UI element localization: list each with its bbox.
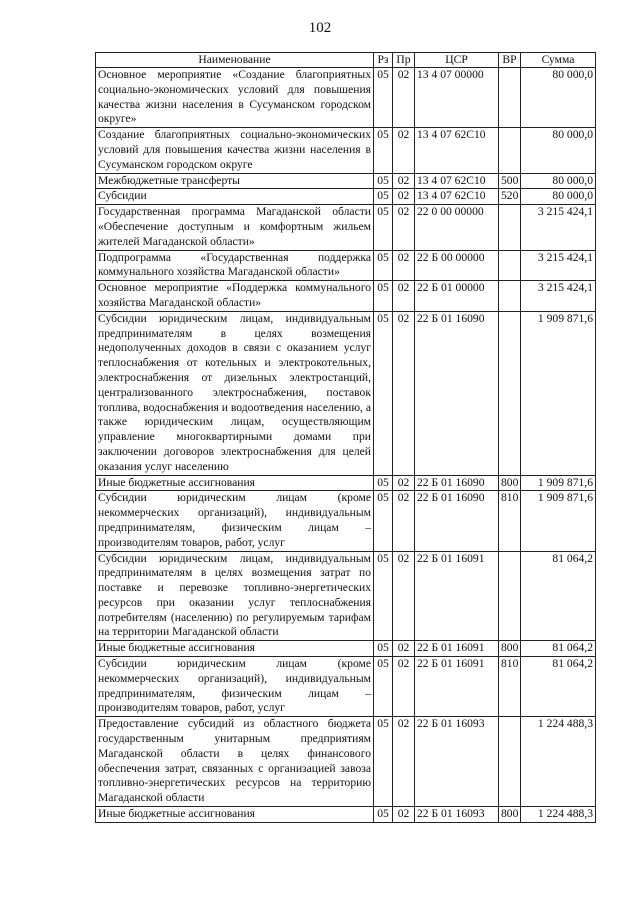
row-rz: 05 [374,173,393,189]
row-name: Субсидии юридическим лицам (кроме некоммерческих организаций), индивидуальным предпринимателям, физическим лицам – производителям товаров, работ, услуг [96,491,374,551]
row-csr: 22 Б 00 00000 [415,250,499,281]
row-name: Субсидии юридическим лицам (кроме некоммерческих организаций), индивидуальным предпринимателям, физическим лицам – производителям товаров, работ, услуг [96,657,374,717]
row-vr [499,128,521,173]
row-csr: 13 4 07 00000 [415,68,499,128]
row-name: Иные бюджетные ассигнования [96,475,374,491]
table-row [96,250,596,281]
row-pr: 02 [393,189,415,205]
row-pr: 02 [393,475,415,491]
row-pr: 02 [393,68,415,128]
row-name: Основное мероприятие «Поддержка коммунального хозяйства Магаданской области» [96,281,374,312]
row-pr: 02 [393,311,415,475]
row-name: Субсидии юридическим лицам, индивидуальным предпринимателям в целях возмещения затрат по поставке и перевозке топливно-энергетических ресурсов при оказании услуг теплоснабжения потребителям (населению) по регулируемым тарифам на территории Магаданской области [96,551,374,641]
row-sum: 3 215 424,1 [521,205,596,250]
row-csr: 22 Б 01 16091 [415,641,499,657]
row-vr [499,281,521,312]
row-pr: 02 [393,551,415,641]
row-csr: 22 Б 01 16093 [415,807,499,823]
table-row [96,475,596,491]
header-csr: ЦСР [415,53,499,68]
table-row [96,173,596,189]
row-sum: 81 064,2 [521,641,596,657]
row-csr: 22 Б 01 16090 [415,475,499,491]
row-csr: 22 Б 01 16093 [415,717,499,807]
row-rz: 05 [374,311,393,475]
table-row [96,491,596,551]
row-name: Межбюджетные трансферты [96,173,374,189]
page-number: 102 [308,20,332,36]
header-rz: Рз [374,53,393,68]
row-sum: 81 064,2 [521,551,596,641]
row-vr [499,68,521,128]
row-name: Иные бюджетные ассигнования [96,641,374,657]
row-rz: 05 [374,68,393,128]
budget-table [95,52,596,823]
row-pr: 02 [393,657,415,717]
row-rz: 05 [374,475,393,491]
row-name: Субсидии [96,189,374,205]
row-rz: 05 [374,551,393,641]
row-rz: 05 [374,128,393,173]
row-pr: 02 [393,807,415,823]
row-rz: 05 [374,250,393,281]
table-row [96,281,596,312]
header-pr: Пр [393,53,415,68]
row-name: Основное мероприятие «Создание благоприятных социально-экономических условий для повышения качества жизни населения в Сусуманском городском округе» [96,68,374,128]
table-row [96,717,596,807]
row-vr: 810 [499,657,521,717]
row-vr: 520 [499,189,521,205]
row-sum: 81 064,2 [521,657,596,717]
header-sum: Сумма [521,53,596,68]
table-row [96,641,596,657]
row-pr: 02 [393,250,415,281]
row-rz: 05 [374,281,393,312]
row-sum: 1 224 488,3 [521,717,596,807]
row-sum: 3 215 424,1 [521,281,596,312]
row-sum: 80 000,0 [521,189,596,205]
row-vr: 800 [499,807,521,823]
row-rz: 05 [374,807,393,823]
row-sum: 1 909 871,6 [521,475,596,491]
table-row [96,657,596,717]
row-csr: 13 4 07 62C10 [415,189,499,205]
row-rz: 05 [374,641,393,657]
row-csr: 22 Б 01 16091 [415,657,499,717]
row-rz: 05 [374,717,393,807]
row-rz: 05 [374,491,393,551]
table-row [96,807,596,823]
table-header-row [96,53,596,68]
row-vr: 800 [499,475,521,491]
row-sum: 1 224 488,3 [521,807,596,823]
row-pr: 02 [393,173,415,189]
header-name: Наименование [96,53,374,68]
row-csr: 22 Б 01 16090 [415,311,499,475]
row-sum: 80 000,0 [521,128,596,173]
row-vr: 800 [499,641,521,657]
row-vr [499,205,521,250]
row-rz: 05 [374,657,393,717]
row-sum: 80 000,0 [521,173,596,189]
row-name: Субсидии юридическим лицам, индивидуальным предпринимателям в целях возмещения недополученных доходов в связи с оказанием услуг теплоснабжения от котельных и электрокотельных, электроснабжения от дизельных электростанций, централизованного электроснабжения, поставок топлива, водоснабжения и водоотведения населению, а также юридическим лицам, осуществляющим управление многоквартирными домами при заключении договоров электроснабжения для целей оказания услуг населению [96,311,374,475]
row-name: Предоставление субсидий из областного бюджета государственным унитарным предприятиям Магаданской области в целях финансового обеспечения затрат, связанных с организацией завоза топливно-энергетических ресурсов на территорию Магаданской области [96,717,374,807]
row-pr: 02 [393,641,415,657]
table-row [96,189,596,205]
row-vr: 810 [499,491,521,551]
table-row [96,205,596,250]
row-sum: 3 215 424,1 [521,250,596,281]
row-vr: 500 [499,173,521,189]
row-vr [499,311,521,475]
row-pr: 02 [393,491,415,551]
row-vr [499,250,521,281]
row-sum: 1 909 871,6 [521,491,596,551]
row-sum: 1 909 871,6 [521,311,596,475]
row-rz: 05 [374,205,393,250]
row-vr [499,717,521,807]
row-name: Иные бюджетные ассигнования [96,807,374,823]
row-pr: 02 [393,128,415,173]
row-csr: 13 4 07 62C10 [415,128,499,173]
row-name: Создание благоприятных социально-экономических условий для повышения качества жизни населения в Сусуманском городском округе [96,128,374,173]
row-name: Государственная программа Магаданской области «Обеспечение доступным и комфортным жильем жителей Магаданской области» [96,205,374,250]
row-pr: 02 [393,281,415,312]
header-vr: ВР [499,53,521,68]
row-pr: 02 [393,717,415,807]
row-name: Подпрограмма «Государственная поддержка коммунального хозяйства Магаданской области» [96,250,374,281]
row-csr: 22 Б 01 16091 [415,551,499,641]
row-csr: 22 Б 01 00000 [415,281,499,312]
row-vr [499,551,521,641]
row-csr: 22 Б 01 16090 [415,491,499,551]
table-row [96,311,596,475]
row-pr: 02 [393,205,415,250]
table-row [96,68,596,128]
row-sum: 80 000,0 [521,68,596,128]
table-row [96,128,596,173]
row-rz: 05 [374,189,393,205]
row-csr: 13 4 07 62C10 [415,173,499,189]
row-csr: 22 0 00 00000 [415,205,499,250]
table-row [96,551,596,641]
